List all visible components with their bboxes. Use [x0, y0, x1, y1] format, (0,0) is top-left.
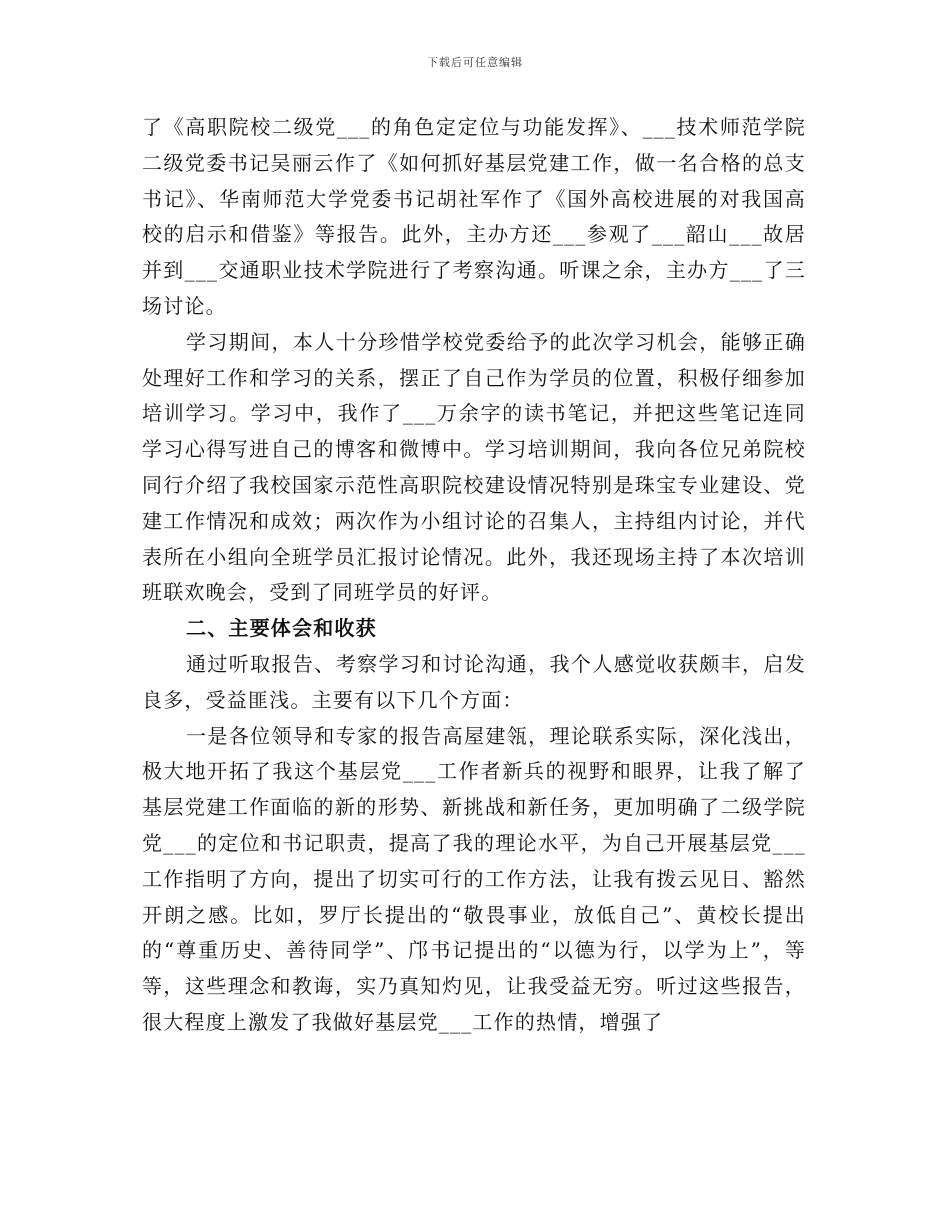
paragraph-point-one: 一是各位领导和专家的报告高屋建瓴，理论联系实际，深化浅出，极大地开拓了我这个基层党___工作者新兵的视野和眼界，让我了解了基层党建工作面临的新的形势、新挑战和新任务，更加明确了二级学院党___的定位和书记职责，提高了我的理论水平，为自己开展基层党___工作指明了方向，提出了切实可行的工作方法，让我有拨云见日、豁然开朗之感。比如，罗厅长提出的“敬畏事业，放低自己”、黄校长提出的“尊重历史、善待同学”、邝书记提出的“以德为行，以学为上”，等等，这些理念和教诲，实乃真知灼见，让我受益无穷。听过这些报告，很大程度上激发了我做好基层党___工作的热情，增强了 — [142, 723, 806, 1034]
document-body — [142, 110, 806, 1041]
paragraph-continuation: 了《高职院校二级党___的角色定定位与功能发挥》、___技术师范学院二级党委书记吴丽云作了《如何抓好基层党建工作，做一名合格的总支书记》、华南师范大学党委书记胡社军作了《国外高校进展的对我国高校的启示和借鉴》等报告。此外，主办方还___参观了___韶山___故居并到___交通职业技术学院进行了考察沟通。听课之余，主办方___了三场讨论。 — [142, 115, 806, 318]
paragraph-study-period: 学习期间，本人十分珍惜学校党委给予的此次学习机会，能够正确处理好工作和学习的关系，摆正了自己作为学员的位置，积极仔细参加培训学习。学习中，我作了___万余字的读书笔记，并把这些笔记连同学习心得写进自己的博客和微博中。学习培训期间，我向各位兄弟院校同行介绍了我校国家示范性高职院校建设情况特别是珠宝专业建设、党建工作情况和成效；两次作为小组讨论的召集人，主持组内讨论，并代表所在小组向全班学员汇报讨论情况。此外，我还现场主持了本次培训班联欢晚会，受到了同班学员的好评。 — [142, 329, 806, 605]
paragraph-summary: 通过听取报告、考察学习和讨论沟通，我个人感觉收获颇丰，启发良多，受益匪浅。主要有以下几个方面： — [142, 651, 806, 712]
page-header: 下载后可任意编辑 — [427, 56, 523, 69]
section-heading: 二、主要体会和收获 — [186, 616, 377, 641]
